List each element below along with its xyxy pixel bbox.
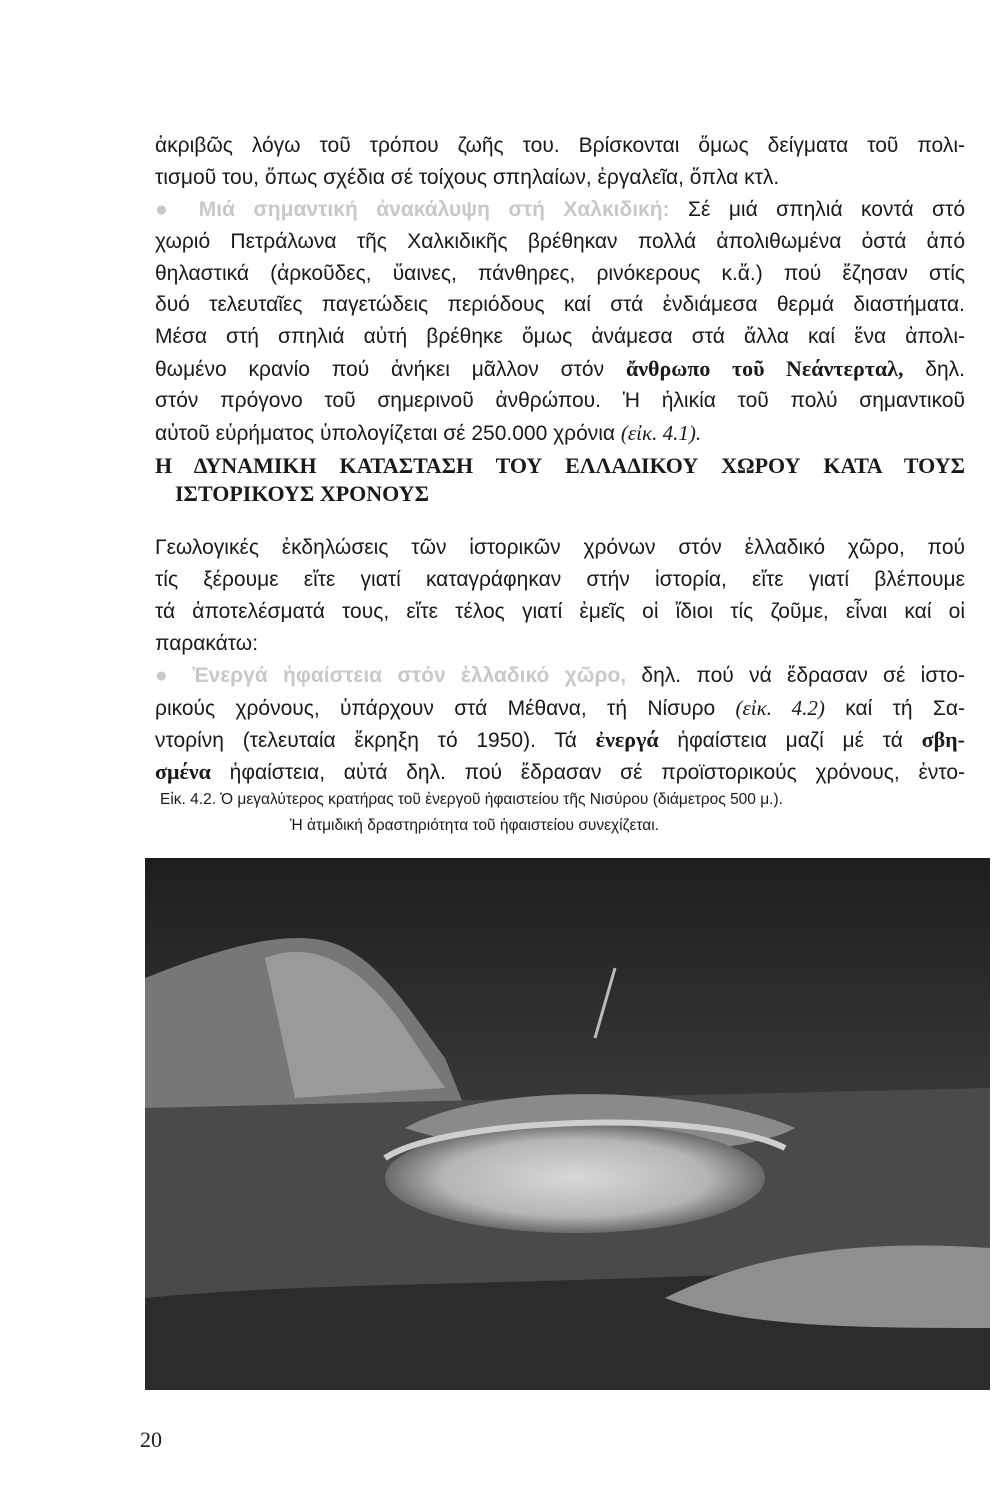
text-line [155, 356, 965, 383]
text-line [155, 695, 965, 722]
text-line [155, 388, 965, 414]
text-line [155, 197, 965, 223]
text-segment: δηλ. [903, 358, 965, 381]
section-heading-line2: ΙΣΤΟΡΙΚΟΥΣ ΧΡΟΝΟΥΣ [175, 481, 429, 506]
subheading-text: ● Μιά σημαντική ἀνακάλυψη στή Χαλκιδική: [155, 198, 670, 221]
figure-reference: (εἰκ. 4.1). [620, 421, 702, 445]
text-line [155, 292, 965, 318]
text-segment: τίς ξέρουμε εἴτε γιατί καταγράφηκαν στήν ἱστορία, εἴτε γιατί βλέπουμε [155, 568, 965, 591]
text-line [155, 261, 965, 287]
text-segment: ἀκριβῶς λόγω τοῦ τρόπου ζωῆς του. Βρίσκονται ὅμως δείγματα τοῦ πολι- [155, 134, 965, 157]
text-segment: θηλαστικά (ἀρκοῦδες, ὕαινες, πάνθηρες, ρινόκερους κ.ἄ.) πού ἔζησαν στίς [155, 262, 965, 285]
text-segment: ρικούς χρόνους, ὑπάρχουν στά Μέθανα, τή Νίσυρο [155, 697, 736, 720]
text-line [155, 759, 965, 786]
text-line [155, 567, 965, 593]
bold-term: ἄνθρωπο τοῦ Νεάντερταλ, [625, 356, 904, 381]
section-heading-line1: Η ΔΥΝΑΜΙΚΗ ΚΑΤΑΣΤΑΣΗ ΤΟΥ ΕΛΛΑΔΙΚΟΥ ΧΩΡΟΥ ΚΑΤΑ ΤΟΥΣ [155, 453, 965, 478]
figure-caption-line1: Εἰκ. 4.2. Ὁ μεγαλύτερος κρατήρας τοῦ ἐνεργοῦ ἡφαιστείου τῆς Νισύρου (διάμετρος 500 μ.). [160, 791, 783, 808]
text-segment: δυό τελευταῖες παγετώδεις περιόδους καί στά ἐνδιάμεσα θερμά διαστήματα. [155, 293, 965, 316]
text-segment: τά ἀποτελέσματά τους, εἴτε τέλος γιατί ἐμεῖς οἱ ἴδιοι τίς ζοῦμε, εἶναι καί οἱ [155, 600, 965, 623]
figure-caption-line2: Ἡ ἀτμιδική δραστηριότητα τοῦ ἡφαιστείου συνεχίζεται. [290, 817, 659, 834]
text-segment: ντορίνη (τελευταία ἔκρηξη τό 1950). Τά [155, 729, 596, 752]
text-line [155, 535, 965, 561]
crater-photo [145, 858, 990, 1390]
text-segment: δηλ. πού νά ἔδρασαν σέ ἱστο- [626, 664, 965, 687]
text-line [155, 727, 965, 754]
text-segment: ἡφαίστεια μαζί μέ τά [658, 729, 922, 752]
text-line [155, 420, 965, 447]
text-segment: παρακάτω: [155, 632, 259, 655]
text-segment: Γεωλογικές ἐκδηλώσεις τῶν ἱστορικῶν χρόνων στόν ἑλλαδικό χῶρο, πού [155, 536, 965, 559]
text-line [155, 631, 965, 657]
text-line [155, 229, 965, 255]
bold-term: σμένα [155, 759, 211, 784]
text-line [155, 165, 965, 191]
text-segment: Σέ μιά σπηλιά κοντά στό [669, 198, 965, 221]
bold-term: σβη- [921, 727, 965, 752]
text-segment: καί τή Σα- [824, 697, 965, 720]
text-line [155, 599, 965, 625]
text-segment: τισμοῦ του, ὅπως σχέδια σέ τοίχους σπηλαίων, ἐργαλεῖα, ὅπλα κτλ. [155, 166, 780, 189]
text-line [155, 663, 965, 689]
text-segment: στόν πρόγονο τοῦ σημερινοῦ ἀνθρώπου. Ἡ ἡλικία τοῦ πολύ σημαντικοῦ [155, 389, 965, 412]
text-segment: αὐτοῦ εὑρήματος ὑπολογίζεται σέ 250.000 χρόνια [155, 422, 621, 445]
text-segment: θωμένο κρανίο πού ἀνήκει μᾶλλον στόν [155, 358, 626, 381]
text-segment: ἡφαίστεια, αὐτά δηλ. πού ἔδρασαν σέ προϊστορικούς χρόνους, ἐντο- [210, 761, 965, 784]
text-line [155, 133, 965, 159]
subheading-text: ● Ἐνεργά ἡφαίστεια στόν ἑλλαδικό χῶρο, [155, 664, 627, 687]
bold-term: ἐνεργά [595, 727, 659, 752]
page-number: 20 [140, 1427, 162, 1452]
figure-reference: (εἰκ. 4.2) [735, 696, 825, 720]
text-line [155, 324, 965, 350]
text-segment: χωριό Πετράλωνα τῆς Χαλκιδικῆς βρέθηκαν πολλά ἀπολιθωμένα ὀστά ἀπό [155, 230, 965, 253]
text-segment: Μέσα στή σπηλιά αὐτή βρέθηκε ὅμως ἀνάμεσα στά ἄλλα καί ἕνα ἀπολι- [155, 325, 965, 348]
